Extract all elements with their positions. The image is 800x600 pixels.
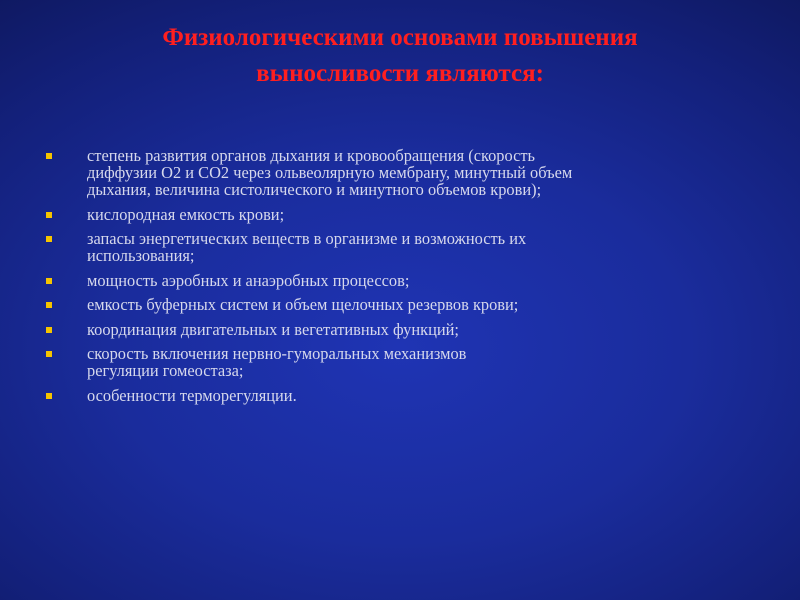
bullet-text-line: кислородная емкость крови; xyxy=(87,204,285,224)
bullet-text-line: скорость включения нервно-гуморальных механизмов xyxy=(87,344,467,363)
square-bullet-icon xyxy=(46,236,52,242)
bullet-item xyxy=(46,230,746,264)
bullet-text-line: емкость буферных систем и объем щелочных резервов крови; xyxy=(87,295,519,314)
bullet-list xyxy=(46,147,746,411)
square-bullet-icon xyxy=(46,302,52,308)
bullet-text-line: дыхания, величина систолического и минутного объемов крови); xyxy=(87,180,542,199)
square-bullet-icon xyxy=(46,351,52,357)
square-bullet-icon xyxy=(46,327,52,333)
bullet-text-line: диффузии О2 и СО2 через ольвеолярную мембрану, минутный объем xyxy=(87,163,573,182)
bullet-item xyxy=(46,147,746,198)
square-bullet-icon xyxy=(46,393,52,399)
bullet-text-line: степень развития органов дыхания и кровообращения (скорость xyxy=(87,146,536,165)
bullet-text-line: регуляции гомеостаза; xyxy=(87,361,244,380)
bullet-text-line: использования; xyxy=(87,246,195,265)
bullet-item xyxy=(46,206,746,223)
slide-title-line-1: Физиологическими основами повышения xyxy=(162,24,638,51)
bullet-item xyxy=(46,272,746,289)
square-bullet-icon xyxy=(46,278,52,284)
bullet-text-line: запасы энергетических веществ в организме и возможность их xyxy=(87,229,527,248)
bullet-item xyxy=(46,345,746,379)
bullet-item xyxy=(46,296,746,313)
bullet-item xyxy=(46,387,746,404)
square-bullet-icon xyxy=(46,212,52,218)
bullet-item xyxy=(46,321,746,338)
slide-title-line-2: выносливости являются: xyxy=(256,60,544,87)
slide-title xyxy=(60,20,740,92)
bullet-text-line: координация двигательных и вегетативных функций; xyxy=(87,319,459,339)
bullet-text-line: особенности терморегуляции. xyxy=(87,385,297,405)
bullet-text-line: мощность аэробных и анаэробных процессов; xyxy=(87,270,410,290)
square-bullet-icon xyxy=(46,153,52,159)
